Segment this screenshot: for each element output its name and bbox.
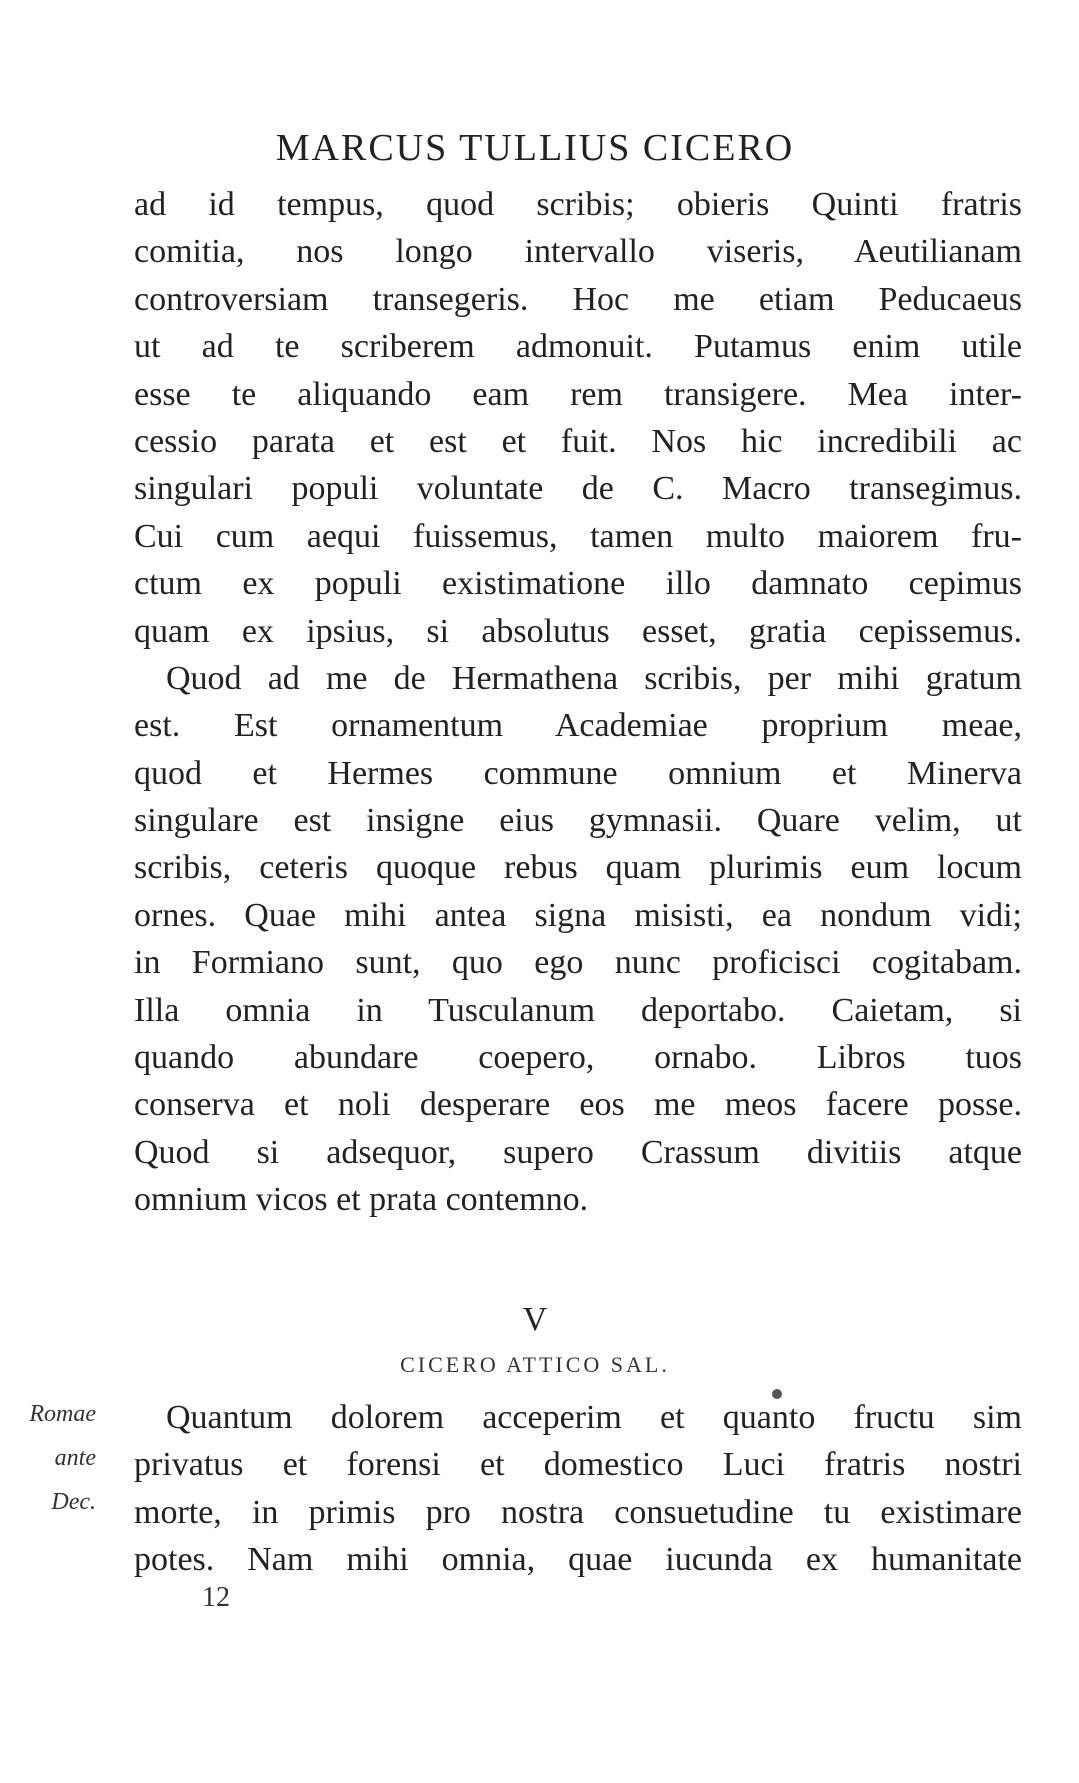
letter-iv-text <box>134 181 1022 1224</box>
margin-note-line: ante <box>54 1445 96 1471</box>
text-line: comitia, nos longo intervallo viseris, Aeutilianam <box>134 233 1022 271</box>
text-line: ad id tempus, quod scribis; obieris Quinti fratris <box>134 186 1022 223</box>
margin-note-line: Dec. <box>51 1489 96 1515</box>
section-number: V <box>522 1301 548 1338</box>
running-head: MARCUS TULLIUS CICERO <box>275 127 795 169</box>
page-number: 12 <box>202 1582 230 1613</box>
text-line: controversiam transegeris. Hoc me etiam Peducaeus <box>134 280 1022 318</box>
text-line: conserva et noli desperare eos me meos facere posse. <box>134 1086 1022 1124</box>
text-line: ornes. Quae mihi antea signa misisti, ea nondum vidi; <box>134 896 1022 934</box>
text-line: quod et Hermes commune omnium et Minerva <box>134 754 1022 792</box>
text-line: Quod si adsequor, supero Crassum divitiis atque <box>134 1133 1022 1171</box>
paragraph-start-line: Quod ad me de Hermathena scribis, per mihi gratum <box>166 659 1022 697</box>
margin-note <box>0 1392 96 1524</box>
text-line: Cui cum aequi fuissemus, tamen multo maiorem fru- <box>134 517 1022 555</box>
text-line: ut ad te scriberem admonuit. Putamus enim utile <box>134 328 1022 366</box>
margin-note-line: Romae <box>29 1401 96 1427</box>
text-line: esse te aliquando eam rem transigere. Mea inter- <box>134 375 1022 413</box>
text-line: est. Est ornamentum Academiae proprium meae, <box>134 707 1022 745</box>
letter-v-text <box>134 1394 1022 1584</box>
text-line: Illa omnia in Tusculanum deportabo. Caietam, si <box>134 991 1022 1029</box>
text-line: cessio parata et est et fuit. Nos hic incredibili ac <box>134 422 1022 460</box>
text-line: in Formiano sunt, quo ego nunc proficisci cogitabam. <box>134 944 1022 982</box>
text-line: potes. Nam mihi omnia, quae iucunda ex humanitate <box>134 1541 1022 1579</box>
text-line: ctum ex populi existimatione illo damnato cepimus <box>134 565 1022 603</box>
text-line: scribis, ceteris quoque rebus quam plurimis eum locum <box>134 849 1022 887</box>
paragraph-start-line: Quantum dolorem acceperim et quanto fructu sim <box>166 1399 1022 1436</box>
text-line: omnium vicos et prata contemno. <box>134 1181 589 1219</box>
text-line: quando abundare coepero, ornabo. Libros tuos <box>134 1039 1022 1077</box>
text-line: quam ex ipsius, si absolutus esset, gratia cepissemus. <box>134 612 1022 650</box>
text-line: privatus et forensi et domestico Luci fratris nostri <box>134 1446 1022 1484</box>
section-salutation: CICERO ATTICO SAL. <box>400 1352 670 1377</box>
text-line: singulare est insigne eius gymnasii. Quare velim, ut <box>134 802 1022 840</box>
text-line: morte, in primis pro nostra consuetudine tu existimare <box>134 1493 1022 1531</box>
text-line: singulari populi voluntate de C. Macro transegimus. <box>134 470 1022 508</box>
